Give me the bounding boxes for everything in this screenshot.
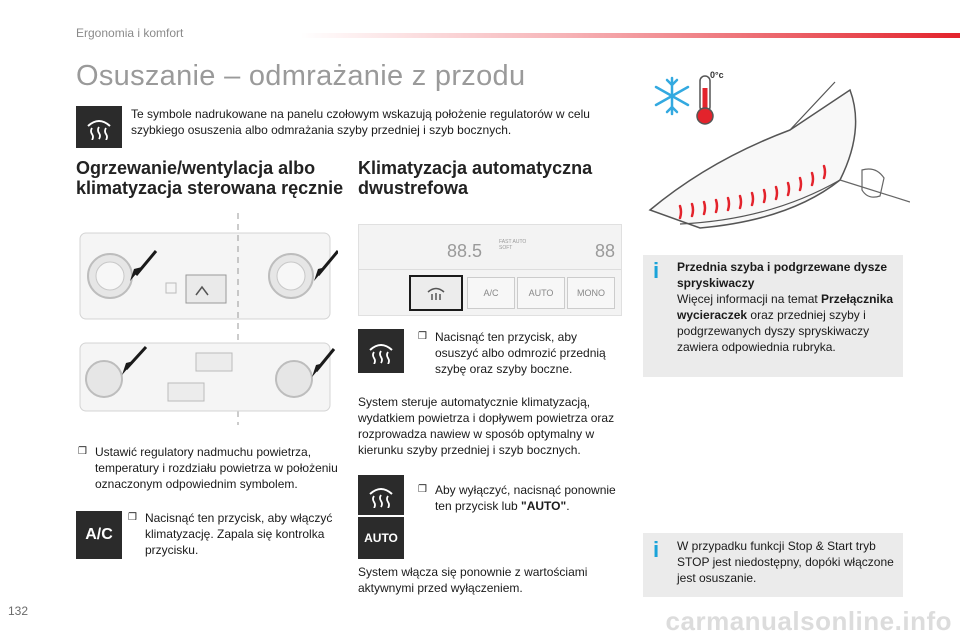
bullet-icon: ❒ (418, 484, 427, 495)
watermark: carmanualsonline.info (665, 606, 952, 636)
mid-step2-text-a: Aby wyłączyć, nacisnąć ponownie ten przycisk lub (434, 483, 616, 513)
left-heading: Ogrzewanie/wentylacja albo klimatyzacja sterowana ręcznie (76, 158, 344, 198)
left-step2-text: Nacisnąć ten przycisk, aby włączyć klimatyzację. Zapala się kontrolka przycisku. (144, 511, 333, 557)
info-box-stop-start (643, 533, 903, 597)
mid-step2-auto-bold: "AUTO" (521, 499, 567, 513)
ac-button-icon: A/C (76, 511, 122, 559)
defrost-button-icon-2 (358, 475, 404, 515)
bullet-icon: ❒ (78, 446, 87, 457)
info-box-stop-start-text: W przypadku funkcji Stop & Start tryb STOP jest niedostępny, dopóki włączone jest osuszanie. (677, 539, 894, 585)
windshield-illustration (640, 70, 910, 245)
left-step1-text: Ustawić regulatory nadmuchu powietrza, temperatury i rozdziału powietrza w położeniu oznaczonym odpowiednim symbolem. (94, 445, 338, 491)
section-label: Ergonomia i komfort (76, 26, 184, 40)
page-title: Osuszanie – odmrażanie z przodu (76, 60, 526, 92)
intro-text: Te symbole nadrukowane na panelu czołowym wskazują położenie regulatorów w celu szybkiego osuszenia albo odmrażania szyby przedniej i szyb bocznych. (131, 107, 590, 137)
panel-divider (359, 269, 621, 270)
left-step1 (78, 444, 340, 492)
info1-text-a: Więcej informacji na temat (677, 292, 822, 306)
page-number: 132 (8, 604, 29, 618)
info-box-windshield (643, 255, 903, 377)
info1-text-bold: Przełącznika wycieraczek (677, 292, 894, 322)
info1-title: Przednia szyba i podgrzewane dysze spryskiwaczy (677, 260, 888, 290)
info1-text-c: oraz przedniej szyby i podgrzewanych dyszy spryskiwaczy zawiera odpowiednia rubryka. (677, 308, 870, 354)
mid-step2-text (435, 482, 618, 514)
mid-heading: Klimatyzacja automatyczna dwustrefowa (358, 158, 593, 198)
panel-display-temp: 88.5 (447, 241, 483, 261)
info-box-windshield-text (677, 259, 899, 355)
auto-climate-panel-illustration (358, 224, 622, 316)
info-icon: i (653, 258, 660, 283)
bullet-icon: ❒ (418, 331, 427, 342)
mid-step2 (418, 482, 618, 514)
panel-mono-button: MONO (567, 277, 615, 309)
mid-para1: System steruje automatycznie klimatyzacją, wydatkiem powietrza i dopływem powietrza oraz rozprowadza nawiew w sposób optymalny w kierunku szyby przedniej i szyb bocznych. (358, 395, 615, 457)
snowflake-icon (656, 78, 688, 114)
auto-button-icon: AUTO (358, 517, 404, 559)
bullet-icon: ❒ (128, 512, 137, 523)
panel-auto-button: AUTO (517, 277, 565, 309)
mid-step2-text-c: . (566, 499, 570, 513)
defrost-icon (76, 106, 122, 148)
mid-step1-text: Nacisnąć ten przycisk, aby osuszyć albo odmrozić przednią szybę oraz szyby boczne. (434, 330, 606, 376)
left-step2 (128, 510, 338, 558)
header-accent-bar (300, 33, 960, 38)
panel-display-temp-right: 88 (595, 241, 616, 261)
thermometer-label: 0°c (710, 70, 724, 80)
defrost-button-icon (358, 329, 404, 373)
panel-defrost-button (409, 275, 463, 311)
manual-controls-illustration (76, 213, 338, 425)
panel-ac-button: A/C (467, 277, 515, 309)
panel-display-mode: FAST AUTO SOFT (499, 239, 527, 251)
info-icon: i (653, 537, 660, 562)
mid-para2: System włącza się ponownie z wartościami aktywnymi przed wyłączeniem. (358, 565, 588, 595)
mid-step1 (418, 329, 618, 377)
